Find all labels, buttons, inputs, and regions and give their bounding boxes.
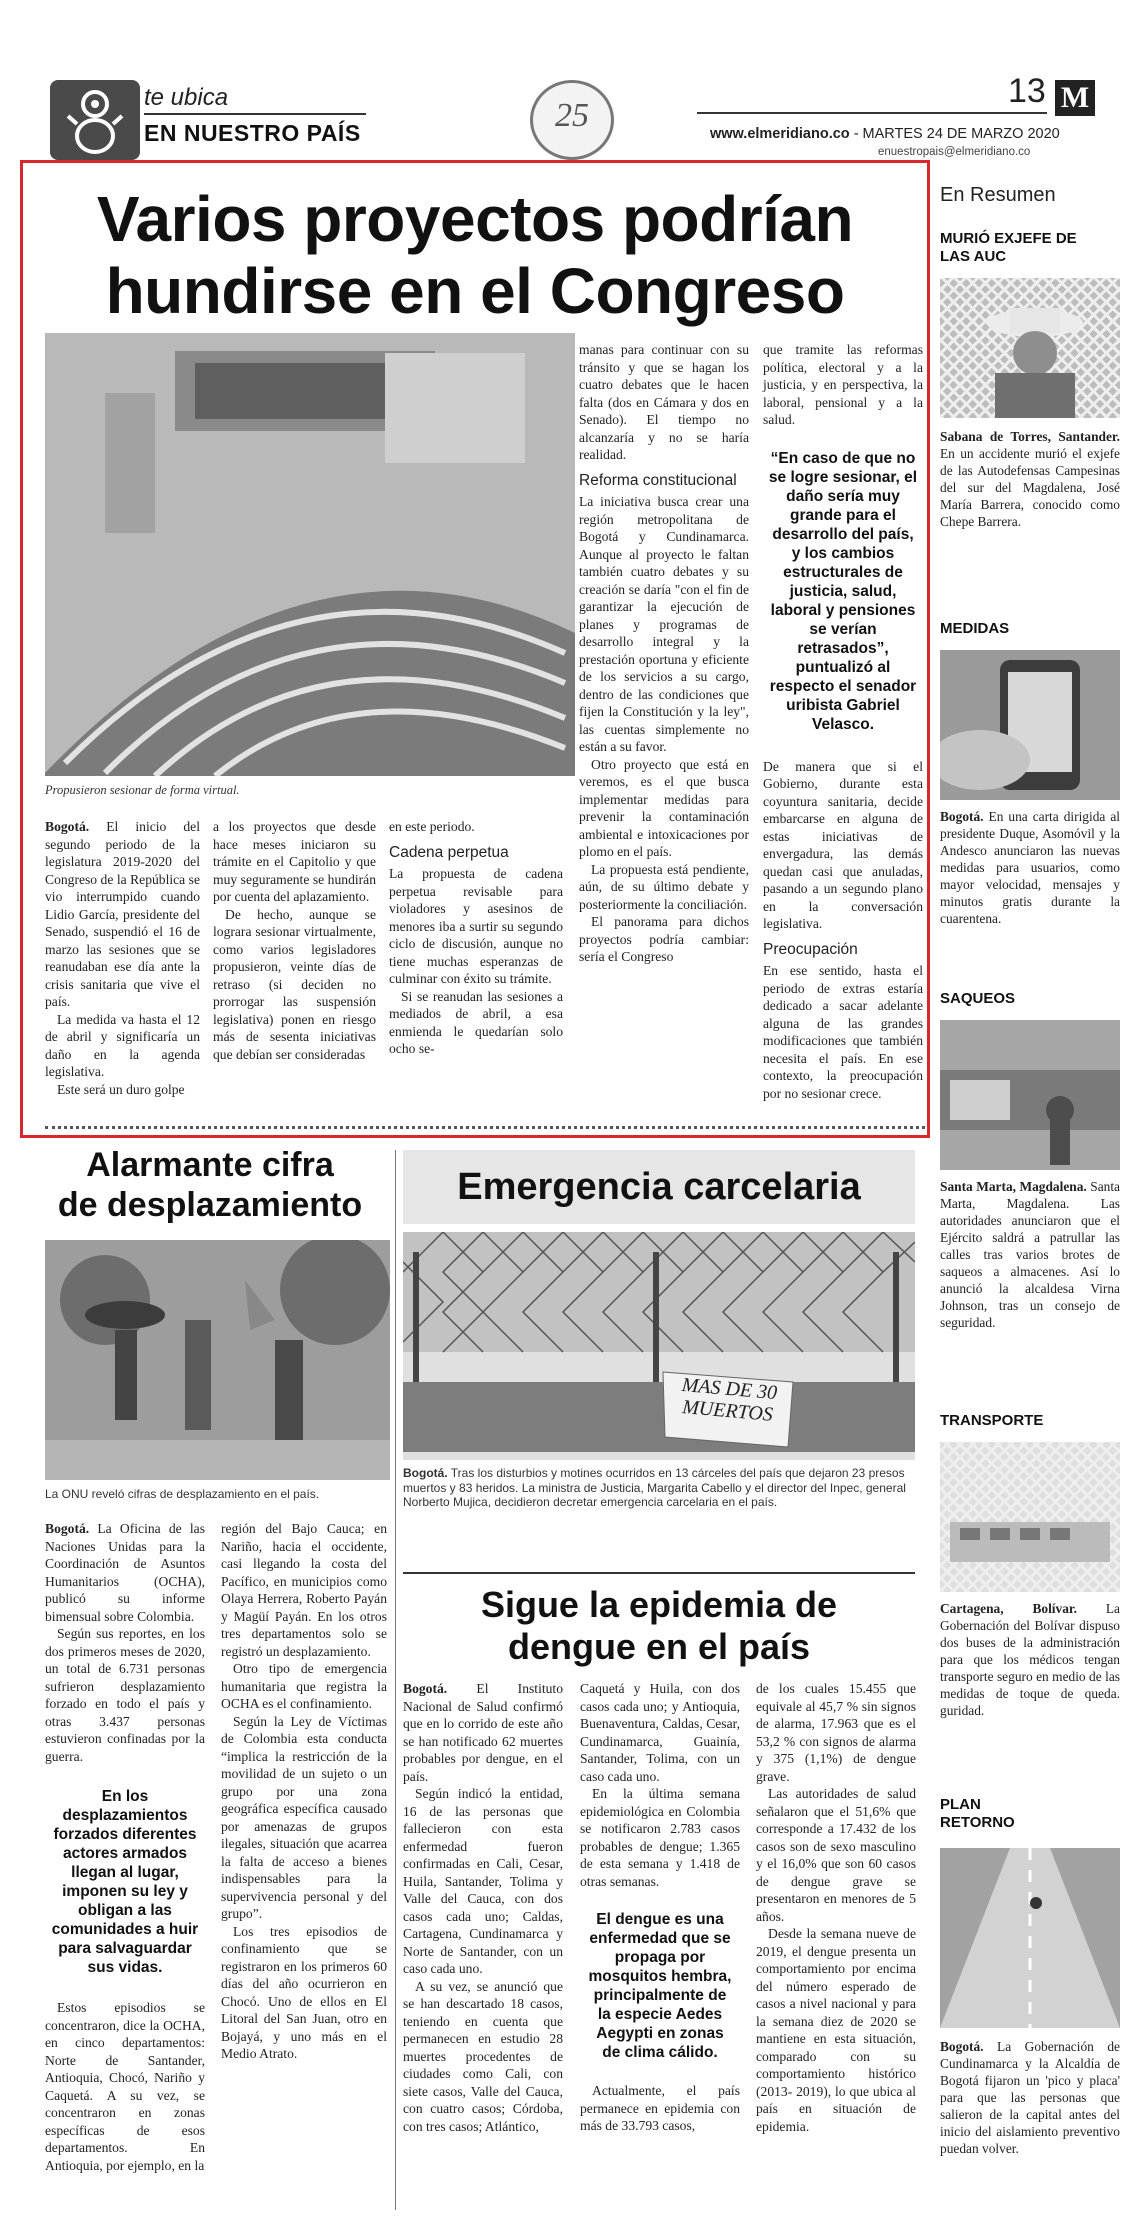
dengue-col-1	[403, 1680, 563, 2135]
page-number: 13	[1008, 72, 1046, 110]
paragraph: Las autoridades de salud señalaron que el 51,6% que corresponde a 17.432 de los casos son de sexo masculino y el 16,0% que son 60 casos de dengue grave se presentaron en menores de 5 años.	[756, 1786, 916, 1924]
carcelaria-headline-box: Emergencia carcelaria	[403, 1150, 915, 1224]
dengue-col-3	[756, 1680, 916, 2135]
masthead	[0, 0, 1140, 160]
subhead-reforma: Reforma constitucional	[579, 471, 737, 489]
paragraph: De manera que si el Gobierno, durante esta coyuntura sanitaria, decide embarcarse en alguna de estas iniciativas de envergadura, las demás quedan casi que anuladas, pasando a un segundo plano en la conversación legislativa.	[763, 758, 923, 931]
paragraph: que tramite las reformas política, electoral y a la justicia, y en perspectiva, la laboral, pensional y a la salud.	[763, 342, 923, 427]
desplazamiento-caption: La ONU reveló cifras de desplazamiento en el país.	[45, 1487, 320, 1501]
section-title: EN NUESTRO PAÍS	[144, 120, 361, 146]
dengue-headline: Sigue la epidemia de dengue en el país	[480, 1584, 838, 1667]
main-col-3	[389, 818, 563, 1058]
resumen-head-1: MURIÓ EXJEFE DE LAS AUC	[940, 230, 1077, 265]
section-logo-icon	[50, 80, 140, 160]
paragraph: Este será un duro golpe	[57, 1081, 185, 1097]
paragraph: Otro tipo de emergencia humanitaria que registra la OCHA es el confinamiento.	[221, 1661, 387, 1711]
protest-banner-text: MAS DE 30 MUERTOS	[680, 1373, 779, 1426]
subhead-cadena: Cadena perpetua	[389, 843, 509, 861]
paragraph: Otro proyecto que está en veremos, es el que busca implementar medidas para prevenir la contaminación ambiental e intoxicaciones por plomo en el país.	[579, 756, 749, 859]
kicker-rule	[144, 113, 366, 115]
resumen-head-2: MEDIDAS	[940, 620, 1010, 637]
paragraph: De hecho, aunque se lograra sesionar virtualmente, como varios legisladores propusieron, veinte días de retraso (si deciden no prorrogar las suspensión legislativa) ponen en riesgo más de sesenta iniciativas que debían ser consideradas	[213, 906, 376, 1062]
resumen-head-3: SAQUEOS	[940, 990, 1016, 1007]
desplazamiento-col-2	[221, 1520, 387, 2063]
resumen-photo-4	[940, 1442, 1120, 1592]
paragraph: Según sus reportes, en los dos primeros meses de 2020, un total de 6.731 personas sufrieron desplazamiento forzado en todo el país y otras 3.437 personas estuvieron confinadas por la guerra.	[45, 1626, 205, 1764]
resumen-photo-2	[940, 650, 1120, 800]
section-email: enuestropais@elmeridiano.co	[878, 146, 1031, 158]
main-headline: Varios proyectos podrían hundirse en el Congreso	[96, 183, 854, 327]
resumen-sidebar	[940, 160, 1120, 2220]
carcelaria-photo	[403, 1232, 915, 1460]
resumen-photo-1	[940, 278, 1120, 418]
resumen-text-5: Bogotá. La Gobernación de Cundinamarca y la Alcaldía de Bogotá fijaron un 'pico y placa' para que las personas que salieron de la capital antes del inicio del aislamiento preventivo puedan volver.	[940, 2039, 1120, 2156]
paragraph: A su vez, se anunció que se han descartado 18 casos, teniendo en cuenta que permanecen en estudio 28 muertes procedentes de ciudades como Cali, con siete casos, Valle del Cauca, con cuatro casos; Córdoba, con tres casos; Atlántico,	[403, 1978, 563, 2134]
senator-quote: “En caso de que no se logre sesionar, el daño sería muy grande para el desarrollo del país, y los cambios estructurales de justicia, salud, laboral y pensiones se verían retrasados”, puntualizó al respecto el senador uribista Gabriel Velasco.	[768, 449, 918, 733]
header-rule	[697, 112, 1047, 114]
main-col-2	[213, 818, 376, 1063]
resumen-head-5: PLAN RETORNO	[940, 1796, 1015, 1831]
resumen-head-4: TRANSPORTE	[940, 1412, 1044, 1429]
paragraph: Según la Ley de Víctimas de Colombia esta conducta “implica la restricción de la movilidad de un sujeto o un grupo por una zona geográfica específica causado por amenazas de grupos ilegales, situación que acarrea la falta de acceso a bienes indispensables para la supervivencia personal y del grupo”.	[221, 1713, 387, 1921]
paragraph: Estos episodios se concentraron, dice la OCHA, en cinco departamentos: Norte de Santander, Antioquia, Chocó, Nariño y Caquetá. A su vez, se concentraron en zonas específicas de esos departamentos. En Antioquia, por ejemplo, en la	[45, 2000, 205, 2173]
paragraph: La iniciativa busca crear una región metropolitana de Bogotá y Cundinamarca. Aunque al proyecto le faltan también cuatro debates y su creación se daría "con el fin de garantizar la ejecución de planes y programas de desarrollo integral y la prestación oportuna y eficiente de los servicios a su cargo, dentro de las condiciones que fijen la Constitución y la ley", las cuentas simplemente no están a su favor.	[579, 494, 749, 754]
paragraph: La propuesta está pendiente, aún, de su último debate y posteriormente la conciliación.	[579, 861, 749, 912]
resumen-photo-3	[940, 1020, 1120, 1170]
paragraph: La propuesta de cadena perpetua revisable para violadores y asesinos de menores iba a surtir su segundo ciclo de discusión, aunque no tiene muchas esperanzas de culminar con éxito su trámite.	[389, 866, 563, 986]
desplazamiento-col-1	[45, 1520, 205, 2174]
resumen-text-3: Santa Marta, Magdalena. Santa Marta, Magdalena. Las autoridades anunciaron que el Ejército saldrá a patrullar las calles tras varios brotes de saqueos a almacenes. Así lo anunció la alcaldesa Virna Johnson, tras un consejo de seguridad.	[940, 1179, 1120, 1330]
paragraph: Bogotá. El Instituto Nacional de Salud confirmó que en lo corrido de este año se han notificado 62 muertes probables por dengue, en el país.	[403, 1681, 563, 1784]
paragraph: En ese sentido, hasta el periodo de extras estaría dedicado a sacar adelante alguna de las grandes modificaciones que también necesita el país. En ese contexto, la preocupación por no sesionar crece.	[763, 963, 923, 1101]
main-photo-caption: Propusieron sesionar de forma virtual.	[45, 783, 240, 797]
section-kicker: te ubica	[144, 84, 229, 111]
subhead-preocupacion: Preocupación	[763, 940, 858, 958]
dengue-quote: El dengue es una enfermedad que se propaga por mosquitos hembra, principalmente de la especie Aedes Aegypti en zonas de clima cálido.	[588, 1911, 732, 2061]
main-col-5	[763, 341, 923, 1102]
desplazamiento-quote: En los desplazamientos forzados diferentes actores armados llegan al lugar, imponen su ley y obligan a las comunidades a huir para salvaguardar sus vidas.	[51, 1788, 199, 1976]
paragraph: Caquetá y Huila, con dos casos cada uno; y Antioquia, Buenaventura, Caldas, Cesar, Cundinamarca, Guainía, Santander, Tolima, con un caso cada uno.	[580, 1681, 740, 1784]
congress-photo	[45, 333, 575, 776]
paragraph: región del Bajo Cauca; en Nariño, hacia el occidente, casi llegando la costa del Pacífico, en municipios como Olaya Herrera, Roberto Payán y Magüí Payán. En los otros tres departamentos solo se registró un desplazamiento.	[221, 1521, 387, 1659]
section-rule	[403, 1572, 915, 1574]
column-divider	[395, 1150, 396, 2210]
resumen-text-2: Bogotá. En una carta dirigida al presidente Duque, Asomóvil y la Andesco anunciaron las nuevas medidas para usuarios, como mayor velocidad, mensajes y minutos gratis durante la cuarentena.	[940, 809, 1120, 926]
paragraph: La medida va hasta el 12 de abril y significaría un daño en la agenda legislativa.	[45, 1011, 200, 1079]
paragraph: Desde la semana nueve de 2019, el dengue presenta un comportamiento por encima del número esperado de casos a nivel nacional y para la semana diez de 2020 se mantiene en esta situación, comparado con su comportamiento histórico (2013- 2019), lo que ubica al país en situación de epidemia.	[756, 1926, 916, 2134]
paragraph: Bogotá. La Oficina de las Naciones Unidas para la Coordinación de Asuntos Humanitarios (OCHA), publicó su informe bimensual sobre Colombia.	[45, 1521, 205, 1624]
main-col-4	[579, 341, 749, 966]
paragraph: Si se reanudan las sesiones a mediados de abril, a esa enmienda le quedarían solo ocho se-	[389, 988, 563, 1056]
paragraph: Bogotá. El inicio del segundo periodo de la legislatura 2019-2020 del Congreso de la República se vio interrumpido cuando Lidio García, presidente del Senado, suspendió el 16 de marzo las sesiones que se reanudaban ese día ante la crisis sanitaria que vive el país.	[45, 819, 200, 1009]
paragraph: Los tres episodios de confinamiento que se registraron en los primeros 60 días del año ocurrieron en Chocó. Uno de ellos en El Litoral del San Juan, otro en Bojayá, y uno más en el Medio Atrato.	[221, 1923, 387, 2061]
site-url: www.elmeridiano.co	[710, 126, 850, 142]
carcelaria-caption: Bogotá. Tras los disturbios y motines ocurridos en 13 cárceles del país que dejaron 23 presos muertos y 83 heridos. La ministra de Justicia, Margarita Cabello y el director del Inpec, general Norberto Mujica, decidieron decretar emergencia carcelaria en el país.	[403, 1466, 906, 1509]
main-story	[20, 160, 930, 1138]
resumen-photo-5	[940, 1848, 1120, 2028]
resumen-title: En Resumen	[940, 184, 1056, 206]
resumen-text-1: Sabana de Torres, Santander. En un accidente murió el exjefe de las Autodefensas Campesinas del sur del Magdalena, José María Barrera, conocido como Chepe Barrera.	[940, 429, 1120, 529]
paragraph: En la última semana epidemiológica en Colombia se notificaron 2.783 casos probables de dengue; 1.365 de esta semana y 1.418 de otras semanas.	[580, 1786, 740, 1889]
brand-mark-icon: M	[1055, 80, 1095, 116]
issue-date: - MARTES 24 DE MARZO 2020	[853, 126, 1060, 142]
paragraph: a los proyectos que desde hace meses iniciaron su trámite en el Capitolio y que muy seguramente se hundirán por cuenta del aplazamiento.	[213, 819, 376, 904]
dotted-rule	[45, 1126, 925, 1129]
desplazamiento-headline: Alarmante cifra de desplazamiento	[57, 1146, 363, 1224]
paragraph: Según indicó la entidad, 16 de las personas que fallecieron con esta enfermedad fueron confirmadas en Cali, Cesar, Huila, Santander, Tolima y Valle del Cauca, con dos casos cada uno; Caldas, Cartagena, Cundinamarca y Norte de Santander, con un caso cada uno.	[403, 1786, 563, 1976]
paragraph: El panorama para dichos proyectos podría cambiar: sería el Congreso	[579, 914, 749, 964]
dateline	[710, 126, 1060, 142]
paragraph: de los cuales 15.455 que equivale al 45,7 % sin signos de alarma, 17.963 que es el 53,2 % con signos de alarma y 375 (1,1%) de dengue grave.	[756, 1681, 916, 1784]
desplazamiento-photo	[45, 1240, 390, 1480]
paragraph: manas para continuar con su tránsito y que se hagan los cuatro debates que le hacen falta (dos en Cámara y dos en Senado). El tiempo no alcanzaría y no se haría realidad.	[579, 342, 749, 462]
paragraph: Actualmente, el país permanece en epidemia con más de 33.793 casos,	[580, 2083, 740, 2133]
anniversary-seal-icon: 25	[530, 80, 614, 160]
paragraph: en este periodo.	[389, 819, 475, 834]
resumen-text-4: Cartagena, Bolívar. La Gobernación del Bolívar dispuso dos buses de la administración para que los médicos tengan transporte seguro en medio de las medidas de toque de queda. guridad.	[940, 1601, 1120, 1718]
main-col-1	[45, 818, 200, 1098]
dengue-col-2	[580, 1680, 740, 2135]
